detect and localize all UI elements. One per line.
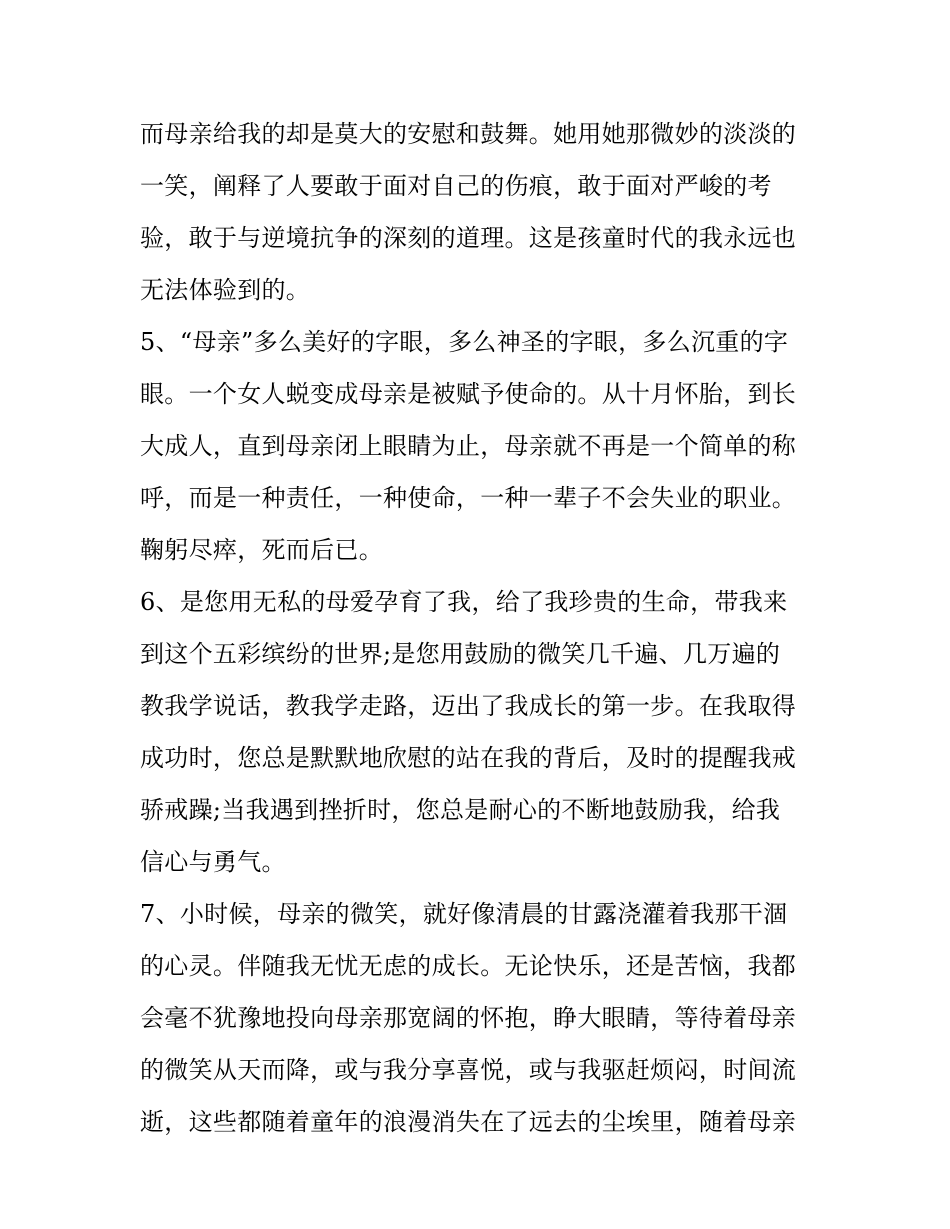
text-line: 鞠躬尽瘁，死而后已。 <box>140 536 383 564</box>
text-line: 验，敢于与逆境抗争的深刻的道理。这是孩童时代的我永远也 <box>140 224 797 252</box>
document-body <box>140 108 820 1148</box>
text-line: 成功时，您总是默默地欣慰的站在我的背后，及时的提醒我戒 <box>140 744 797 772</box>
text-line: 信心与勇气。 <box>140 848 286 876</box>
text-line: 教我学说话，教我学走路，迈出了我成长的第一步。在我取得 <box>140 692 797 720</box>
text-line: 7、小时候，母亲的微笑，就好像清晨的甘露浇灌着我那干涸 <box>140 900 788 928</box>
text-line: 眼。一个女人蜕变成母亲是被赋予使命的。从十月怀胎，到长 <box>140 380 797 408</box>
text-line: 而母亲给我的却是莫大的安慰和鼓舞。她用她那微妙的淡淡的 <box>140 120 797 148</box>
text-line: 一笑，阐释了人要敢于面对自己的伤痕，敢于面对严峻的考 <box>140 172 772 200</box>
text-line: 6、是您用无私的母爱孕育了我，给了我珍贵的生命，带我来 <box>140 588 788 616</box>
text-line: 逝，这些都随着童年的浪漫消失在了远去的尘埃里，随着母亲 <box>140 1108 797 1136</box>
text-line: 到这个五彩缤纷的世界;是您用鼓励的微笑几千遍、几万遍的 <box>140 640 781 668</box>
text-line: 的心灵。伴随我无忧无虑的成长。无论快乐，还是苦恼，我都 <box>140 952 797 980</box>
text-line: 骄戒躁;当我遇到挫折时，您总是耐心的不断地鼓励我，给我 <box>140 796 781 824</box>
text-line: 会毫不犹豫地投向母亲那宽阔的怀抱，睁大眼睛，等待着母亲 <box>140 1004 797 1032</box>
text-line: 5、“母亲”多么美好的字眼，多么神圣的字眼，多么沉重的字 <box>140 328 789 356</box>
text-line: 的微笑从天而降，或与我分享喜悦，或与我驱赶烦闷，时间流 <box>140 1056 797 1084</box>
text-line: 无法体验到的。 <box>140 276 311 304</box>
text-line: 呼，而是一种责任，一种使命，一种一辈子不会失业的职业。 <box>140 484 797 512</box>
text-line: 大成人，直到母亲闭上眼睛为止，母亲就不再是一个简单的称 <box>140 432 797 460</box>
